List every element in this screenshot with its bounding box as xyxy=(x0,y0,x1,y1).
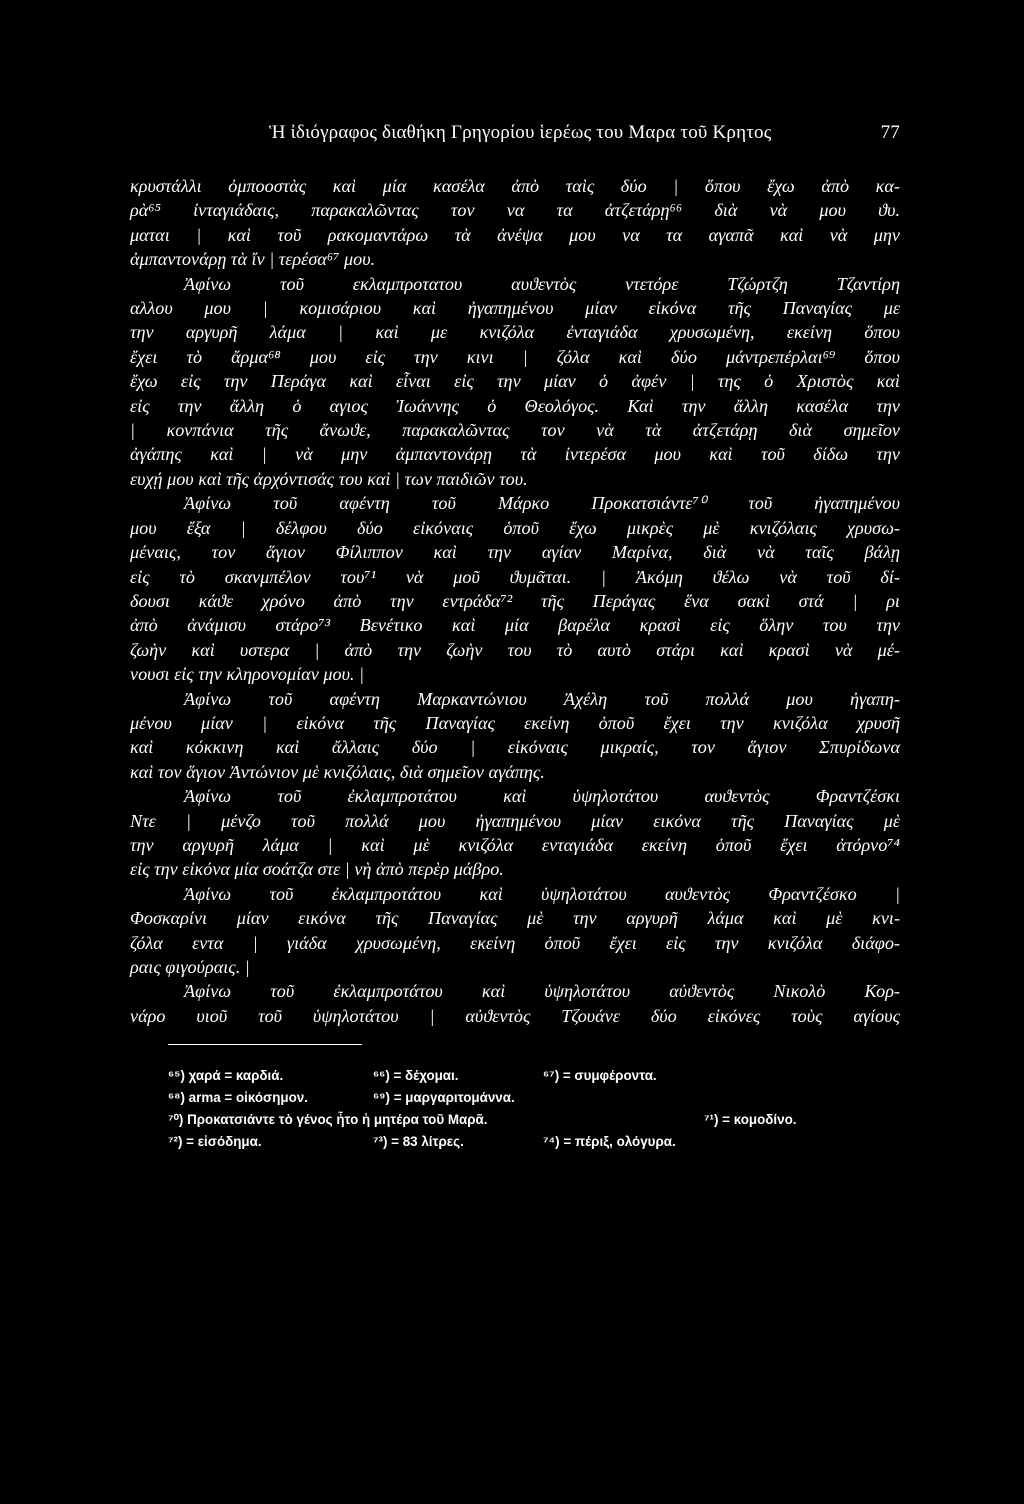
footnote: ⁶⁵) χαρά = καρδιά. xyxy=(168,1068,284,1084)
text-line: την αργυρῆ λάμα | καὶ με κνιζόλα ἐνταγιάδα χρυσωμένη, εκείνη ὅπου xyxy=(130,322,900,343)
text-line: ἀγάπης καὶ | νὰ μην ἀμπαντονάρῃ τὰ ἰντερέσα μου καὶ τοῦ δίδω την xyxy=(130,444,900,465)
text-line: ζωὴν καὶ υστερα | ἀπὸ την ζωὴν του τὸ αυτὸ στάρι καὶ κρασὶ νὰ μέ- xyxy=(130,639,900,660)
footnote: ⁷³) = 83 λίτρες. xyxy=(373,1134,464,1150)
text-line: κρυστάλλι ὀμποοστὰς καὶ μία κασέλα ἀπὸ ταὶς δύο | ὅπου ἔχω ἀπὸ κα- xyxy=(130,176,900,196)
footnote-row xyxy=(168,1131,900,1153)
text-line: δουσι κάϑε χρόνο ἀπὸ την εντράδα⁷² τῆς Περάγας ἕνα σακὶ στά | ρι xyxy=(130,590,900,611)
text-line: Ἀφίνω τοῦ ἐκλαμπροτάτου καὶ ὑψηλοτάτου αυϑεντὸς Φραντζέσκο | xyxy=(184,883,900,904)
footnote: ⁷⁴) = πέριξ, ολόγυρα. xyxy=(543,1134,676,1150)
text-line: ρὰ⁶⁵ ἰνταγιάδαις, παρακαλῶντας τον να τα ἀτζετάρῃ⁶⁶ διὰ νὰ μου ϑυ. xyxy=(130,200,900,221)
footnote: ⁶⁶) = δέχομαι. xyxy=(373,1068,459,1084)
text-line: Ντε | μένζο τοῦ πολλά μου ἠγαπημένου μίαν εικόνα τῆς Παναγίας μὲ xyxy=(130,810,900,831)
running-head xyxy=(130,122,900,156)
text-line: εἰς τὸ σκανμπέλον του⁷¹ νὰ μοῦ ϑυμᾶται. | Ἀκόμη ϑέλω νὰ τοῦ δί- xyxy=(130,566,900,587)
text-line: ἔχει τὸ ἄρμα⁶⁸ μου εἰς την κινι | ζόλα καὶ δύο μάντρεπέρλαι⁶⁹ ὅπου xyxy=(130,346,900,367)
footnote-row xyxy=(168,1087,900,1109)
running-title: Ἡ ἰδιόγραφος διαθήκη Γρηγορίου ἱερέως του Μαρα τοῦ Κρητος xyxy=(269,122,772,143)
text-line: Ἀφίνω τοῦ εκλαμπροτατου αυϑεντὸς ντετόρε Τζώρτζη Τζαντίρη xyxy=(184,273,900,294)
text-line: ἀμπαντονάρῃ τὰ ἴν | τερέσα⁶⁷ μου. xyxy=(130,249,376,270)
footnotes xyxy=(168,1065,900,1153)
document-page xyxy=(130,122,900,1153)
text-line: ευχῄ μου καὶ τῆς ἀρχόντισάς του καὶ | των παιδιῶν του. xyxy=(130,468,528,489)
text-line: ἀπὸ ἀνάμισυ στάρο⁷³ Βενέτικο καὶ μία βαρέλα κρασὶ εἰς ὅλην του την xyxy=(130,615,900,636)
text-line: καὶ τον ἅγιον Ἀντώνιον μὲ κνιζόλαις, διὰ σημεῖον αγάπης. xyxy=(130,761,545,782)
footnote-row xyxy=(168,1109,900,1131)
text-line: Φοσκαρίνι μίαν εικόνα τῆς Παναγίας μὲ την αργυρῆ λάμα καὶ μὲ κνι- xyxy=(130,908,900,929)
text-line: μένου μίαν | εἰκόνα τῆς Παναγίας εκείνη ὁποῦ ἔχει την κνιζόλα χρυσῆ xyxy=(130,712,900,733)
footnote: ⁶⁷) = συμφέροντα. xyxy=(543,1068,657,1084)
footnote: ⁷²) = εἰσόδημα. xyxy=(168,1134,262,1150)
text-line: Ἀφίνω τοῦ ἐκλαμπροτάτου καὶ ὑψηλοτάτου αὐϑεντὸς Νικολὸ Κορ- xyxy=(184,981,900,1002)
text-line: μου ἔξα | δέλφου δύο εἰκόναις ὁποῦ ἔχω μικρὲς μὲ κνιζόλαις χρυσω- xyxy=(130,517,900,538)
text-line: ζόλα εντα | γιάδα χρυσωμένη, εκείνη ὁποῦ ἔχει εἰς την κνιζόλα διάφο- xyxy=(130,932,900,953)
text-line: νάρο υιοῦ τοῦ ὑψηλοτάτου | αὐϑεντὸς Τζουάνε δύο εἰκόνες τοὺς αγίους xyxy=(130,1005,900,1026)
footnote-rule xyxy=(168,1044,362,1045)
text-line: Ἀφίνω τοῦ αφέντη τοῦ Μάρκο Προκατσιάντε⁷⁰ τοῦ ἠγαπημένου xyxy=(184,493,900,514)
footnote: ⁷⁰) Προκατσιάντε τὸ γένος ἦτο ἡ μητέρα τοῦ Μαρᾶ. xyxy=(168,1112,488,1128)
footnote: ⁷¹) = κομοδίνο. xyxy=(704,1112,797,1128)
text-line: νουσι εἰς την κληρονομίαν μου. | xyxy=(130,664,365,685)
footnote: ⁶⁹) = μαργαριτομάννα. xyxy=(373,1090,515,1106)
text-line: Ἀφίνω τοῦ αφέντη Μαρκαντώνιου Ἀχέλη τοῦ πολλά μου ἠγαπη- xyxy=(184,688,900,709)
text-line: μαται | καὶ τοῦ ρακομαντάρω τὰ ἀνέψα μου να τα αγαπᾶ καὶ νὰ μην xyxy=(130,224,900,245)
text-line: καὶ κόκκινη καὶ ἄλλαις δύο | εἰκόναις μικραίς, τον ἅγιον Σπυρίδωνα xyxy=(130,737,900,758)
text-line: εἰς την ἄλλη ὁ αγιος Ἰωάννης ὁ Θεολόγος. Καὶ την ἄλλη κασέλα την xyxy=(130,395,900,416)
page-number: 77 xyxy=(880,122,900,143)
footnote: ⁶⁸) arma = οἰκόσημον. xyxy=(168,1090,308,1106)
text-line: ραις φιγούραις. | xyxy=(130,957,250,977)
text-line: την αργυρῆ λάμα | καὶ μὲ κνιζόλα ενταγιάδα εκείνη ὁποῦ ἔχει ἀτόρνο⁷⁴ xyxy=(130,834,900,855)
text-line: αλλου μου | κομισάριου καὶ ἠγαπημένου μίαν εἰκόνα τῆς Παναγίας με xyxy=(130,298,900,319)
text-line: μέναις, τον ἅγιον Φίλιππον καὶ την αγίαν Μαρίνα, διὰ νὰ ταῖς βάλῃ xyxy=(130,542,900,563)
body-text xyxy=(130,174,900,1028)
footnote-row xyxy=(168,1065,900,1087)
text-line: ἔχω εἰς την Περάγα καὶ εἶναι εἰς την μίαν ὁ ἀφέν | της ὁ Χριστὸς καὶ xyxy=(130,371,900,392)
text-line: | κονπάνια τῆς ἄνωϑε, παρακαλῶντας τον νὰ τὰ ἀτζετάρῃ διὰ σημεῖον xyxy=(130,420,900,441)
text-line: εἰς την εἰκόνα μία σοάτζα στε | νὴ ἀπὸ περὲρ μάβρο. xyxy=(130,859,504,880)
text-line: Ἀφίνω τοῦ ἐκλαμπροτάτου καὶ ὑψηλοτάτου αυϑεντὸς Φραντζέσκι xyxy=(184,786,900,807)
